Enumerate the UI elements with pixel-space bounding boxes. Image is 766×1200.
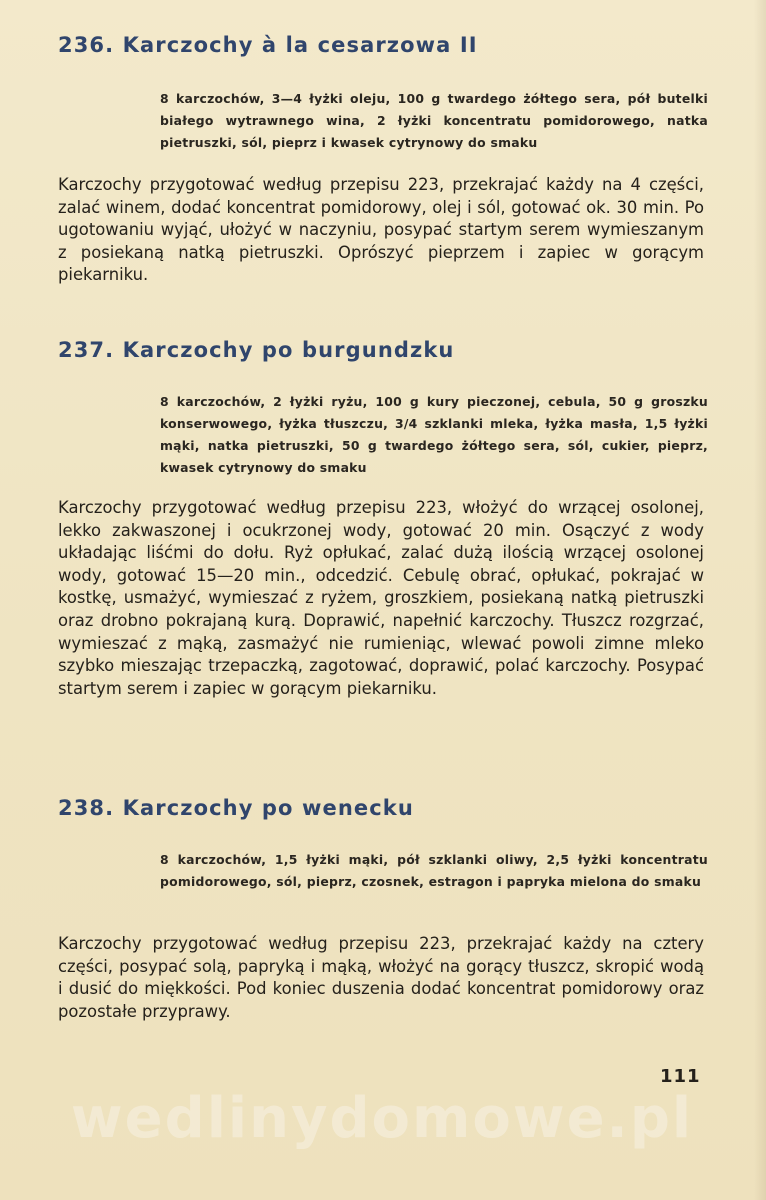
recipe-236-method: Karczochy przygotować według przepisu 223, przekrajać każdy na 4 części, zalać winem, dodać koncentrat pomidorowy, olej i sól, gotować ok. 30 min. Po ugotowaniu wyjąć, ułożyć w naczyniu, posypać startym serem wymieszanym z posiekaną natką pietruszki. Oprószyć pieprzem i zapiec w gorącym piekarniku. — [58, 175, 704, 285]
page-edge-shadow — [754, 0, 766, 1200]
recipe-236-ingredients: 8 karczochów, 3—4 łyżki oleju, 100 g twardego żółtego sera, pół butelki białego wytrawnego wina, 2 łyżki koncentratu pomidorowego, natka pietruszki, sól, pieprz i kwasek cytrynowy do smaku — [160, 91, 708, 150]
watermark: wedlinydomowe.pl — [70, 1086, 694, 1151]
recipe-237-method: Karczochy przygotować według przepisu 223, włożyć do wrzącej osolonej, lekko zakwaszonej i ocukrzonej wody, gotować 20 min. Osączyć z wody układając liśćmi do dołu. Ryż opłukać, zalać dużą ilością wrzącej osolonej wody, gotować 15—20 min., odcedzić. Cebulę obrać, opłukać, pokrajać w kostkę, usmażyć, wymieszać z ryżem, groszkiem, posiekaną natką pietruszki oraz drobno pokrajaną kurą. Doprawić, napełnić karczochy. Tłuszcz rozgrzać, wymieszać z mąką, zasmażyć nie rumieniąc, wlewać powoli zimne mleko szybko mieszając trzepaczką, zagotować, doprawić, polać karczochy. Posypać startym serem i zapiec w gorącym piekarniku. — [58, 498, 704, 698]
recipe-237-ingredients: 8 karczochów, 2 łyżki ryżu, 100 g kury pieczonej, cebula, 50 g groszku konserwowego, łyżka tłuszczu, 3/4 szklanki mleka, łyżka masła, 1,5 łyżki mąki, natka pietruszki, 50 g twardego żółtego sera, sól, cukier, pieprz, kwasek cytrynowy do smaku — [160, 394, 708, 475]
page-number: 111 — [660, 1066, 701, 1087]
recipe-238-title: 238. Karczochy po wenecku — [58, 796, 414, 820]
recipe-238-method: Karczochy przygotować według przepisu 223, przekrajać każdy na cztery części, posypać solą, papryką i mąką, włożyć na gorący tłuszcz, skropić wodą i dusić do miękkości. Pod koniec duszenia dodać koncentrat pomidorowy oraz pozostałe przyprawy. — [58, 934, 704, 1021]
recipe-237-title: 237. Karczochy po burgundzku — [58, 338, 455, 362]
recipe-238-ingredients: 8 karczochów, 1,5 łyżki mąki, pół szklanki oliwy, 2,5 łyżki koncentratu pomidorowego, sól, pieprz, czosnek, estragon i papryka mielona do smaku — [160, 852, 708, 889]
recipe-236-title: 236. Karczochy à la cesarzowa II — [58, 33, 478, 57]
